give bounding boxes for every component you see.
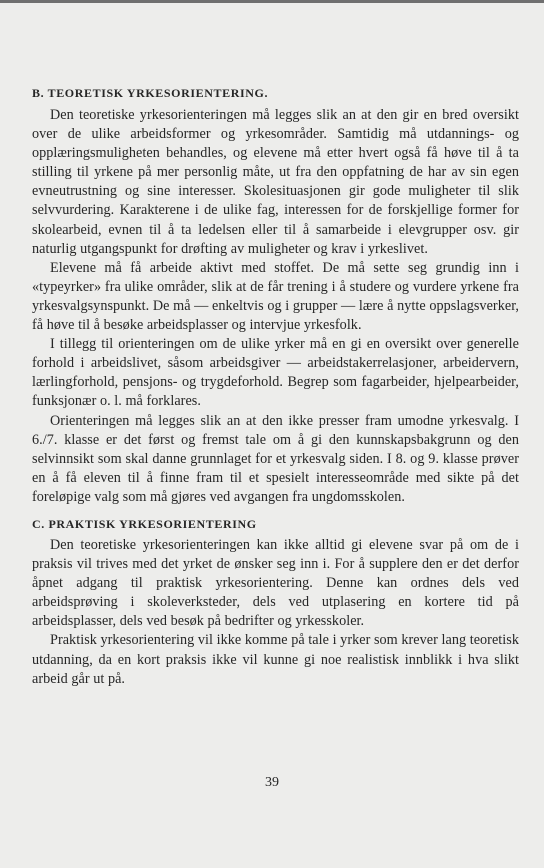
section-b-paragraph-2: Elevene må få arbeide aktivt med stoffet. De må sette seg grundig inn i «typeyrker» fra ulike områder, slik at de får trening i å studere og vurdere yrkene fra yrkesvalgsynspunkt. De må — enkeltvis og i grupper — lære å nytte oppslagsverker, få høve til å besøke arbeidsplasser og intervjue yrkesfolk. bbox=[32, 259, 519, 334]
section-b-heading: B. TEORETISK YRKESORIENTERING. bbox=[32, 86, 269, 100]
section-b-paragraph-3: I tillegg til orienteringen om de ulike yrker må en gi en oversikt over generelle forhold i arbeidslivet, såsom arbeidsgiver — arbeidstakerrelasjoner, arbeidervern, lærlingforhold, pensjons- og trygdeforhold. Begrep som fagarbeider, hjelpearbeider, funksjonær o. l. må forklares. bbox=[32, 336, 519, 410]
section-b-paragraph-4: Orienteringen må legges slik an at den ikke presser fram umodne yrkesvalg. I 6./7. klasse er det først og fremst tale om å gi den kunnskapsbakgrunn og den selvinnsikt som skal danne grunnlaget for et yrkesvalg siden. I 8. og 9. klasse prøver en å få eleven til å finne fram til et spesielt interesseområde med sikte på det foreløpige valg som må gjøres ved avgangen fra ungdomsskolen. bbox=[32, 412, 519, 505]
section-b-paragraph-1: Den teoretiske yrkesorienteringen må legges slik an at den gir en bred oversikt over de ulike arbeidsformer og yrkesområder. Samtidig må utdannings- og opplæringsmuligheten behandles, og elevene må etter hvert også få høve til å ta stilling til yrkene på mer personlig måte, ut fra den oppfatning de har av sin egen evneutrustning og sine interesser. Skolesituasjonen gir gode muligheter til slik selvvurdering. Karakterene i de ulike fag, interessen for de forskjellige former for skolearbeid, evnen til å ta ledelsen eller til å samarbeide i elevgrupper osv. gir naturlig utgangspunkt for drøfting av muligheter og krav i yrkeslivet. bbox=[32, 107, 519, 257]
section-c-paragraph-2: Praktisk yrkesorientering vil ikke komme på tale i yrker som krever lang teoretisk utdanning, da en kort praksis ikke vil kunne gi noe realistisk innblikk i hva slikt arbeid går ut på. bbox=[32, 632, 520, 687]
text-body bbox=[32, 84, 519, 689]
section-c-heading: C. PRAKTISK YRKESORIENTERING bbox=[32, 516, 257, 531]
section-c-paragraph-1: Den teoretiske yrkesorienteringen kan ikke alltid gi elevene svar på om de i praksis vil trives med det yrket de ønsker seg inn i. For å supplere den er det derfor åpnet adgang til praktisk yrkesorientering. Denne kan ordnes dels ved arbeidsprøving i skoleverksteder, dels ved utplasering en kortere tid på arbeidsplasser, dels ved besøk på bedrifter og yrkesskoler. bbox=[32, 536, 519, 630]
scan-top-edge bbox=[0, 0, 544, 3]
page-number: 39 bbox=[265, 775, 279, 790]
